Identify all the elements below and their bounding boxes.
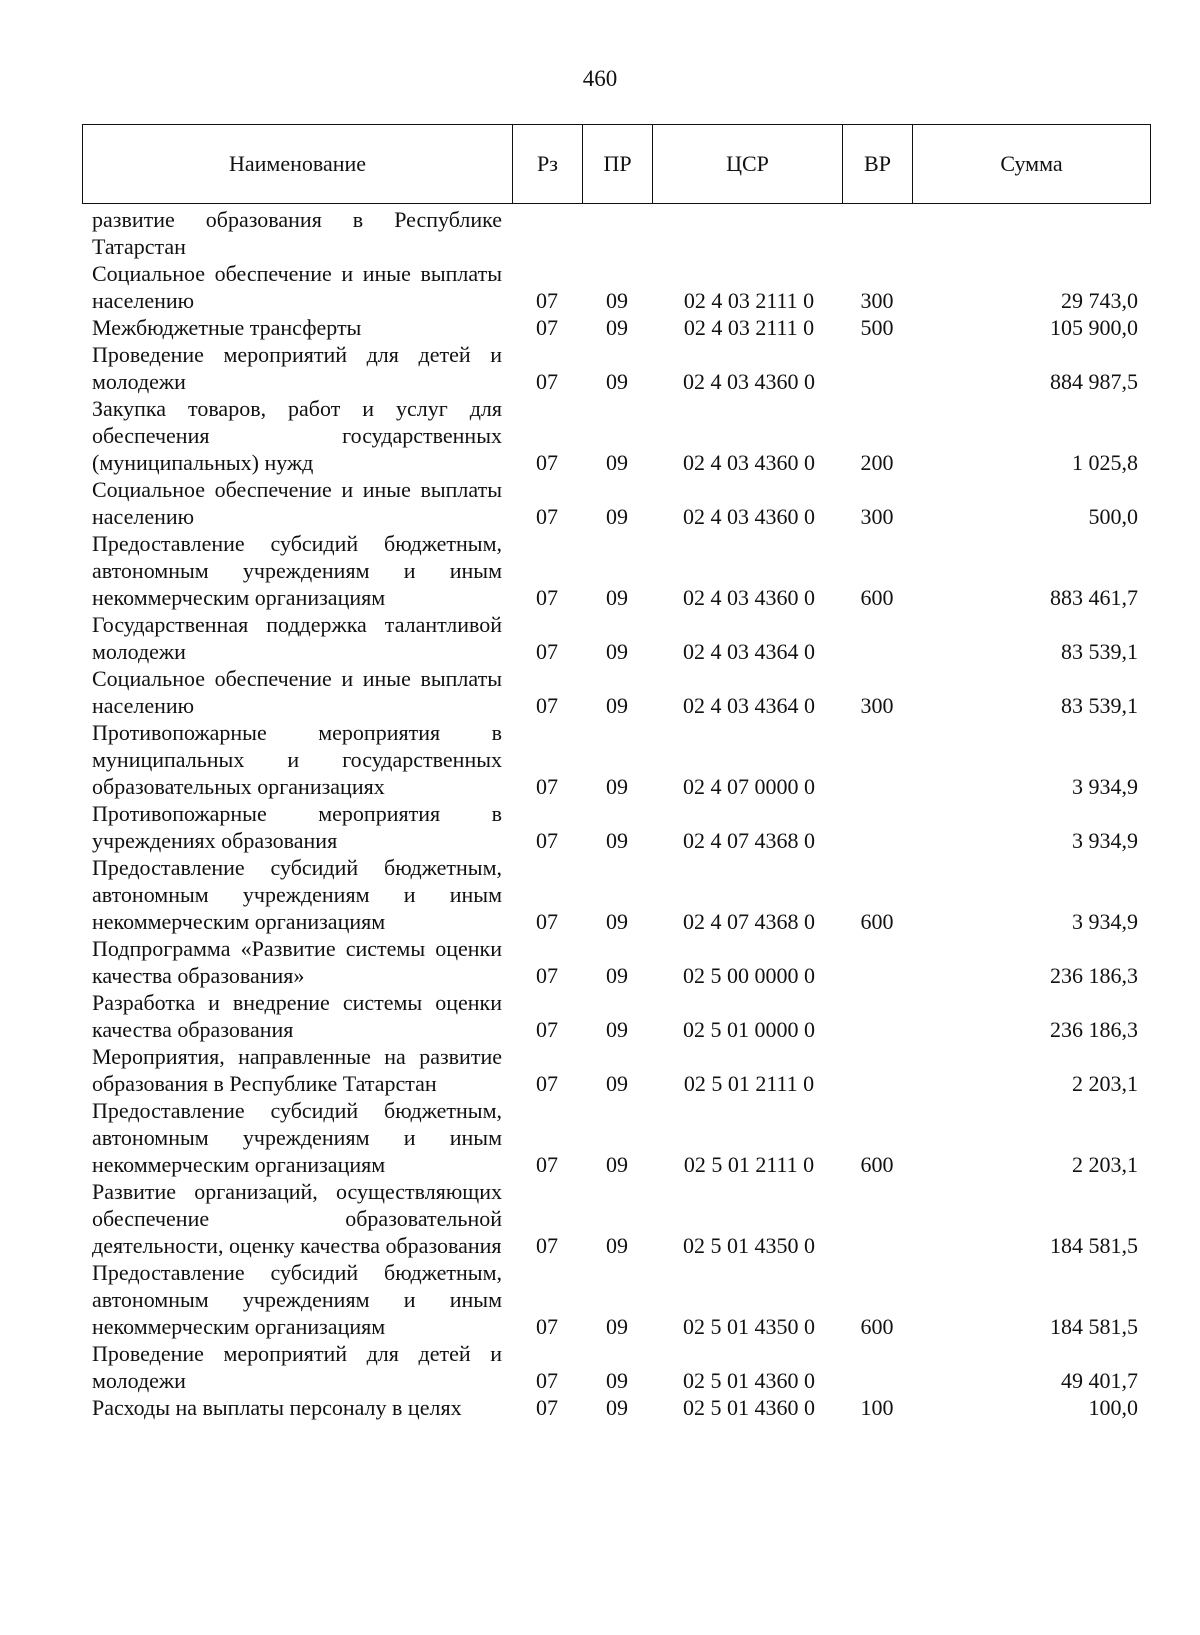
row-rz: 07 [536,963,558,988]
row-rz: 07 [536,504,558,529]
row-csr: 02 4 07 4368 0 [683,909,815,934]
row-rz: 07 [536,1233,558,1258]
row-rz: 07 [536,639,558,664]
row-rz: 07 [536,1071,558,1096]
header-sum: Сумма [913,125,1151,204]
row-pr: 09 [606,450,628,475]
row-name: Разработка и внедрение системы оценки качества образования [92,990,502,1042]
row-pr: 09 [606,288,628,313]
header-row [83,125,1151,204]
row-sum: 184 581,5 [1050,1233,1138,1258]
row-csr: 02 4 03 4360 0 [683,585,815,610]
row-vr: 200 [860,450,894,475]
row-vr: 500 [860,315,894,340]
row-pr: 09 [606,1368,628,1393]
table-row [82,854,1150,935]
row-csr: 02 5 00 0000 0 [683,963,815,988]
table-row [82,476,1150,530]
row-vr [842,611,912,665]
row-name: Противопожарные мероприятия в учреждениях образования [92,801,502,853]
row-csr: 02 5 01 2111 0 [683,1071,815,1096]
table-row [82,314,1150,341]
row-pr [582,206,652,260]
row-pr: 09 [606,1071,628,1096]
row-pr: 09 [606,1395,628,1420]
row-sum: 29 743,0 [1061,288,1138,313]
row-name: Социальное обеспечение и иные выплаты населению [92,477,502,529]
row-name: развитие образования в Республике Татарстан [92,207,502,259]
row-csr [652,206,842,260]
row-pr: 09 [606,315,628,340]
row-vr [842,1178,912,1259]
table-row [82,665,1150,719]
row-pr: 09 [606,693,628,718]
row-pr: 09 [606,504,628,529]
row-vr [842,719,912,800]
header-name: Наименование [83,125,513,204]
row-pr: 09 [606,1152,628,1177]
row-name: Государственная поддержка талантливой молодежи [92,612,502,664]
row-rz: 07 [536,693,558,718]
row-csr: 02 4 03 4360 0 [683,504,815,529]
row-name: Предоставление субсидий бюджетным, автономным учреждениям и иным некоммерческим организациям [92,1098,502,1177]
row-sum: 83 539,1 [1061,693,1138,718]
table-row [82,611,1150,665]
row-csr: 02 4 03 4364 0 [683,693,815,718]
row-rz: 07 [536,585,558,610]
row-name: Проведение мероприятий для детей и молодежи [92,342,502,394]
table-body [82,206,1150,1421]
row-rz: 07 [536,315,558,340]
row-csr: 02 4 03 4360 0 [683,450,815,475]
row-vr [842,935,912,989]
row-rz: 07 [536,1017,558,1042]
table-row [82,260,1150,314]
header-vr: ВР [843,125,913,204]
row-sum: 2 203,1 [1072,1152,1138,1177]
table-row [82,530,1150,611]
row-sum: 500,0 [1088,504,1138,529]
row-csr: 02 4 03 4360 0 [683,369,815,394]
table-row [82,1259,1150,1340]
row-csr: 02 5 01 2111 0 [683,1152,815,1177]
table-row [82,1043,1150,1097]
table-row [82,719,1150,800]
row-csr: 02 4 03 2111 0 [683,315,815,340]
row-vr [842,341,912,395]
row-name: Закупка товаров, работ и услуг для обеспечения государственных (муниципальных) нужд [92,396,502,475]
table-row [82,800,1150,854]
row-vr [842,206,912,260]
row-name: Подпрограмма «Развитие системы оценки качества образования» [92,936,502,988]
row-sum: 884 987,5 [1050,369,1138,394]
table-row [82,1178,1150,1259]
row-vr: 600 [860,1314,894,1339]
table-row [82,395,1150,476]
table-row [82,206,1150,260]
row-csr: 02 5 01 4360 0 [683,1395,815,1420]
page-number: 460 [582,66,618,91]
row-csr: 02 5 01 4350 0 [683,1233,815,1258]
row-pr: 09 [606,774,628,799]
row-vr: 300 [860,504,894,529]
row-csr: 02 4 03 4364 0 [683,639,815,664]
row-name: Социальное обеспечение и иные выплаты населению [92,666,502,718]
row-name: Предоставление субсидий бюджетным, автономным учреждениям и иным некоммерческим организациям [92,1260,502,1339]
row-name: Предоставление субсидий бюджетным, автономным учреждениям и иным некоммерческим организациям [92,855,502,934]
row-vr [842,800,912,854]
table-row [82,1097,1150,1178]
row-rz: 07 [536,369,558,394]
row-rz: 07 [536,1152,558,1177]
row-rz: 07 [536,1314,558,1339]
row-csr: 02 4 03 2111 0 [683,288,815,313]
row-sum: 49 401,7 [1061,1368,1138,1393]
row-sum: 236 186,3 [1050,1017,1138,1042]
row-csr: 02 5 01 0000 0 [683,1017,815,1042]
row-rz [512,206,582,260]
row-vr [842,989,912,1043]
row-rz: 07 [536,909,558,934]
row-sum: 883 461,7 [1050,585,1138,610]
row-pr: 09 [606,909,628,934]
row-pr: 09 [606,1017,628,1042]
row-sum: 3 934,9 [1072,909,1138,934]
table-row [82,1394,1150,1421]
row-vr: 600 [860,1152,894,1177]
row-csr: 02 4 07 4368 0 [683,828,815,853]
row-vr: 600 [860,585,894,610]
row-pr: 09 [606,369,628,394]
table-row [82,989,1150,1043]
row-name: Развитие организаций, осуществляющих обеспечение образовательной деятельности, оценку качества образования [92,1179,502,1258]
row-pr: 09 [606,585,628,610]
row-name: Предоставление субсидий бюджетным, автономным учреждениям и иным некоммерческим организациям [92,531,502,610]
row-name: Противопожарные мероприятия в муниципальных и государственных образовательных организациях [92,720,502,799]
row-csr: 02 5 01 4350 0 [683,1314,815,1339]
row-vr: 100 [860,1395,894,1420]
row-sum: 236 186,3 [1050,963,1138,988]
row-name: Межбюджетные трансферты [92,315,362,340]
row-csr: 02 4 07 0000 0 [683,774,815,799]
row-vr: 300 [860,288,894,313]
row-rz: 07 [536,774,558,799]
row-vr [842,1043,912,1097]
row-csr: 02 5 01 4360 0 [683,1368,815,1393]
row-pr: 09 [606,1233,628,1258]
header-csr: ЦСР [653,125,843,204]
row-sum: 2 203,1 [1072,1071,1138,1096]
row-name: Мероприятия, направленные на развитие образования в Республике Татарстан [92,1044,502,1096]
table-row [82,1340,1150,1394]
row-sum: 105 900,0 [1050,315,1138,340]
row-vr: 300 [860,693,894,718]
row-sum: 3 934,9 [1072,828,1138,853]
row-pr: 09 [606,828,628,853]
row-pr: 09 [606,1314,628,1339]
row-sum [912,206,1150,260]
row-sum: 100,0 [1088,1395,1138,1420]
row-rz: 07 [536,450,558,475]
row-name: Социальное обеспечение и иные выплаты населению [92,261,502,313]
row-sum: 3 934,9 [1072,774,1138,799]
row-vr [842,1340,912,1394]
table-header [82,124,1151,204]
row-name: Проведение мероприятий для детей и молодежи [92,1341,502,1393]
row-sum: 184 581,5 [1050,1314,1138,1339]
row-sum: 83 539,1 [1061,639,1138,664]
table-row [82,935,1150,989]
header-pr: ПР [583,125,653,204]
row-rz: 07 [536,1395,558,1420]
budget-table [82,206,1150,1421]
row-name: Расходы на выплаты персоналу в целях [92,1395,462,1420]
row-vr: 600 [860,909,894,934]
row-pr: 09 [606,639,628,664]
header-rz: Рз [513,125,583,204]
row-rz: 07 [536,828,558,853]
table-row [82,341,1150,395]
row-rz: 07 [536,288,558,313]
row-pr: 09 [606,963,628,988]
row-rz: 07 [536,1368,558,1393]
row-sum: 1 025,8 [1072,450,1138,475]
